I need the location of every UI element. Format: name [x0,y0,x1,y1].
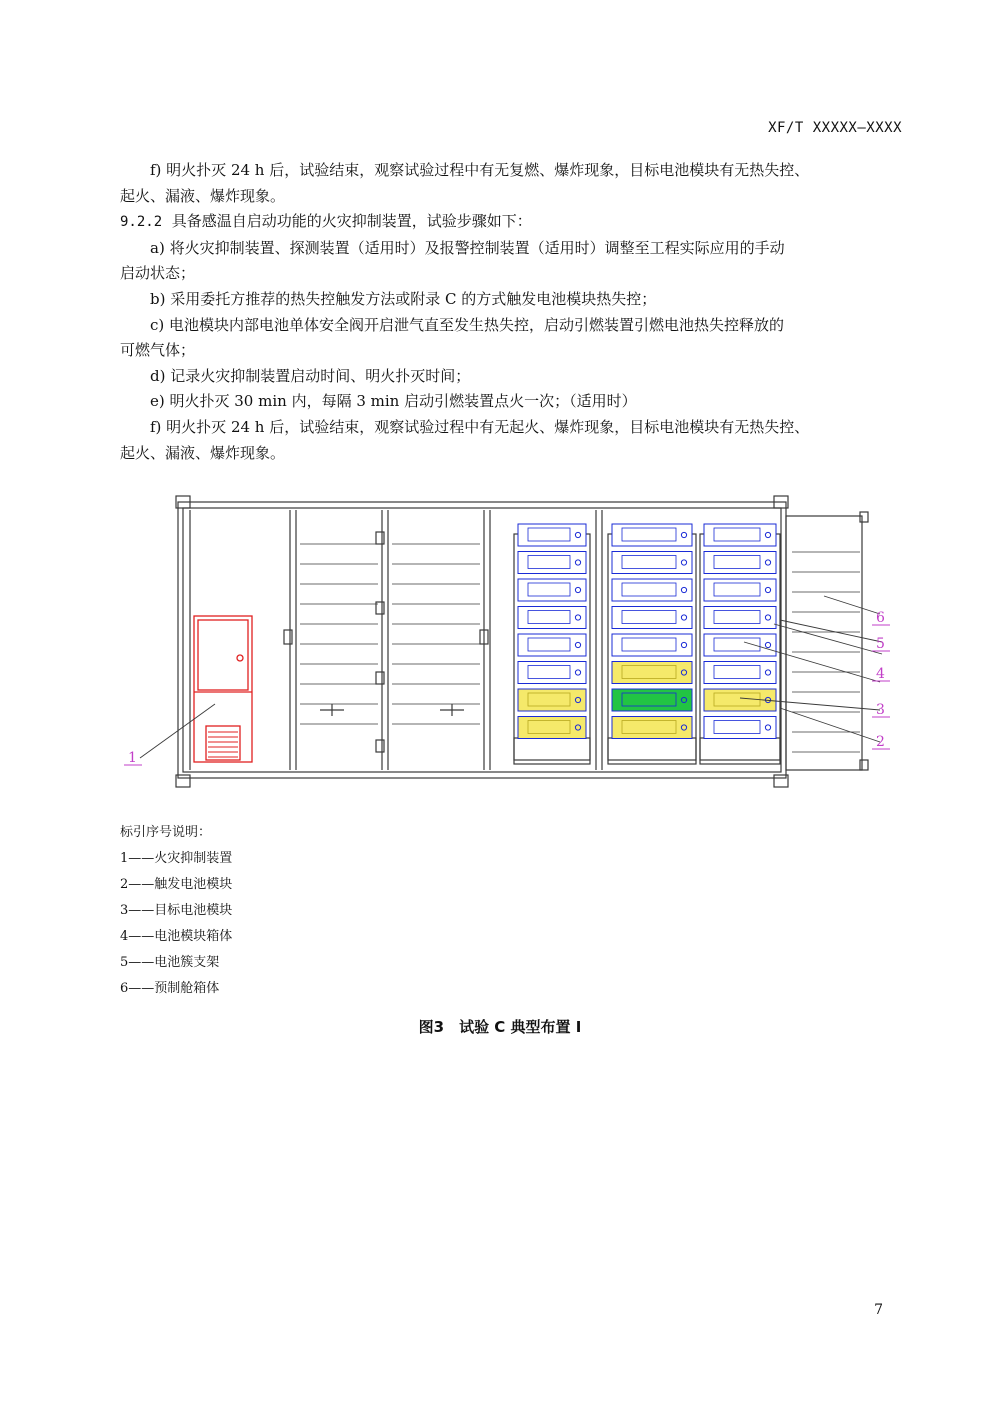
legend-item-1: 1——火灾抑制装置 [120,851,233,866]
callouts [128,610,885,766]
callout-1: 1 [128,750,137,766]
container-outline [178,502,786,778]
section-9-2-2 [120,209,910,236]
standard-code: XF/T XXXXX—XXXX [768,120,902,136]
step-b: b) 采用委托方推荐的热失控触发方法或附录 C 的方式触发电池模块热失控； [150,289,657,308]
battery-module [612,579,692,601]
layout-drawing [120,492,900,802]
step-e: e) 明火扑灭 30 min 内，每隔 3 min 启动引燃装置点火一次；（适用时） [150,392,637,411]
legend-item-3: 3——目标电池模块 [120,903,233,918]
fire-suppressor [194,616,252,762]
section-number: 9.2.2 [120,214,163,231]
battery-module [612,552,692,574]
figure-caption: 图3 试验 C 典型布置 I [418,1018,582,1036]
paragraph-f-prev: f) 明火扑灭 24 h 后，试验结束，观察试验过程中有无复燃、爆炸现象，目标电池模块有无热失控、 [150,161,810,179]
legend-item-2: 2——触发电池模块 [120,877,233,892]
step-f: f) 明火扑灭 24 h 后，试验结束，观察试验过程中有无起火、爆炸现象，目标电池模块有无热失控、 [150,417,810,436]
body-text [120,158,910,466]
legend-item-5: 5——电池簇支架 [120,955,220,970]
legend-item-6: 6——预制舱箱体 [120,981,220,996]
step-c-cont: 可燃气体； [120,341,196,360]
legend-title: 标引序号说明： [120,825,212,840]
callout-4: 4 [876,666,885,682]
target-battery-module [612,717,692,739]
callout-2: 2 [876,734,885,750]
module-grid [518,524,776,739]
callout-5: 5 [876,636,885,652]
step-a: a) 将火灾抑制装置、探测装置（适用时）及报警控制装置（适用时）调整至工程实际应用的手动 [150,238,785,257]
legend-item-4: 4——电池模块箱体 [120,929,233,944]
target-battery-module [612,662,692,684]
step-a-cont: 启动状态； [120,264,196,283]
trigger-battery-module [612,689,692,711]
paragraph-f-prev-cont: 起火、漏液、爆炸现象。 [120,186,286,205]
callout-3: 3 [876,702,885,718]
battery-module [612,524,692,546]
page-number: 7 [874,1302,883,1318]
callout-6: 6 [876,610,885,626]
step-d: d) 记录火灾抑制装置启动时间、明火扑灭时间； [150,366,471,385]
step-c: c) 电池模块内部电池单体安全阀开启泄气直至发生热失控，启动引燃装置引燃电池热失控释放的 [150,315,785,334]
legend [120,820,232,1002]
battery-module [612,634,692,656]
section-text: 具备感温自启动功能的火灾抑制装置，试验步骤如下： [171,212,532,231]
battery-module [612,607,692,629]
step-f-cont: 起火、漏液、爆炸现象。 [120,443,286,462]
